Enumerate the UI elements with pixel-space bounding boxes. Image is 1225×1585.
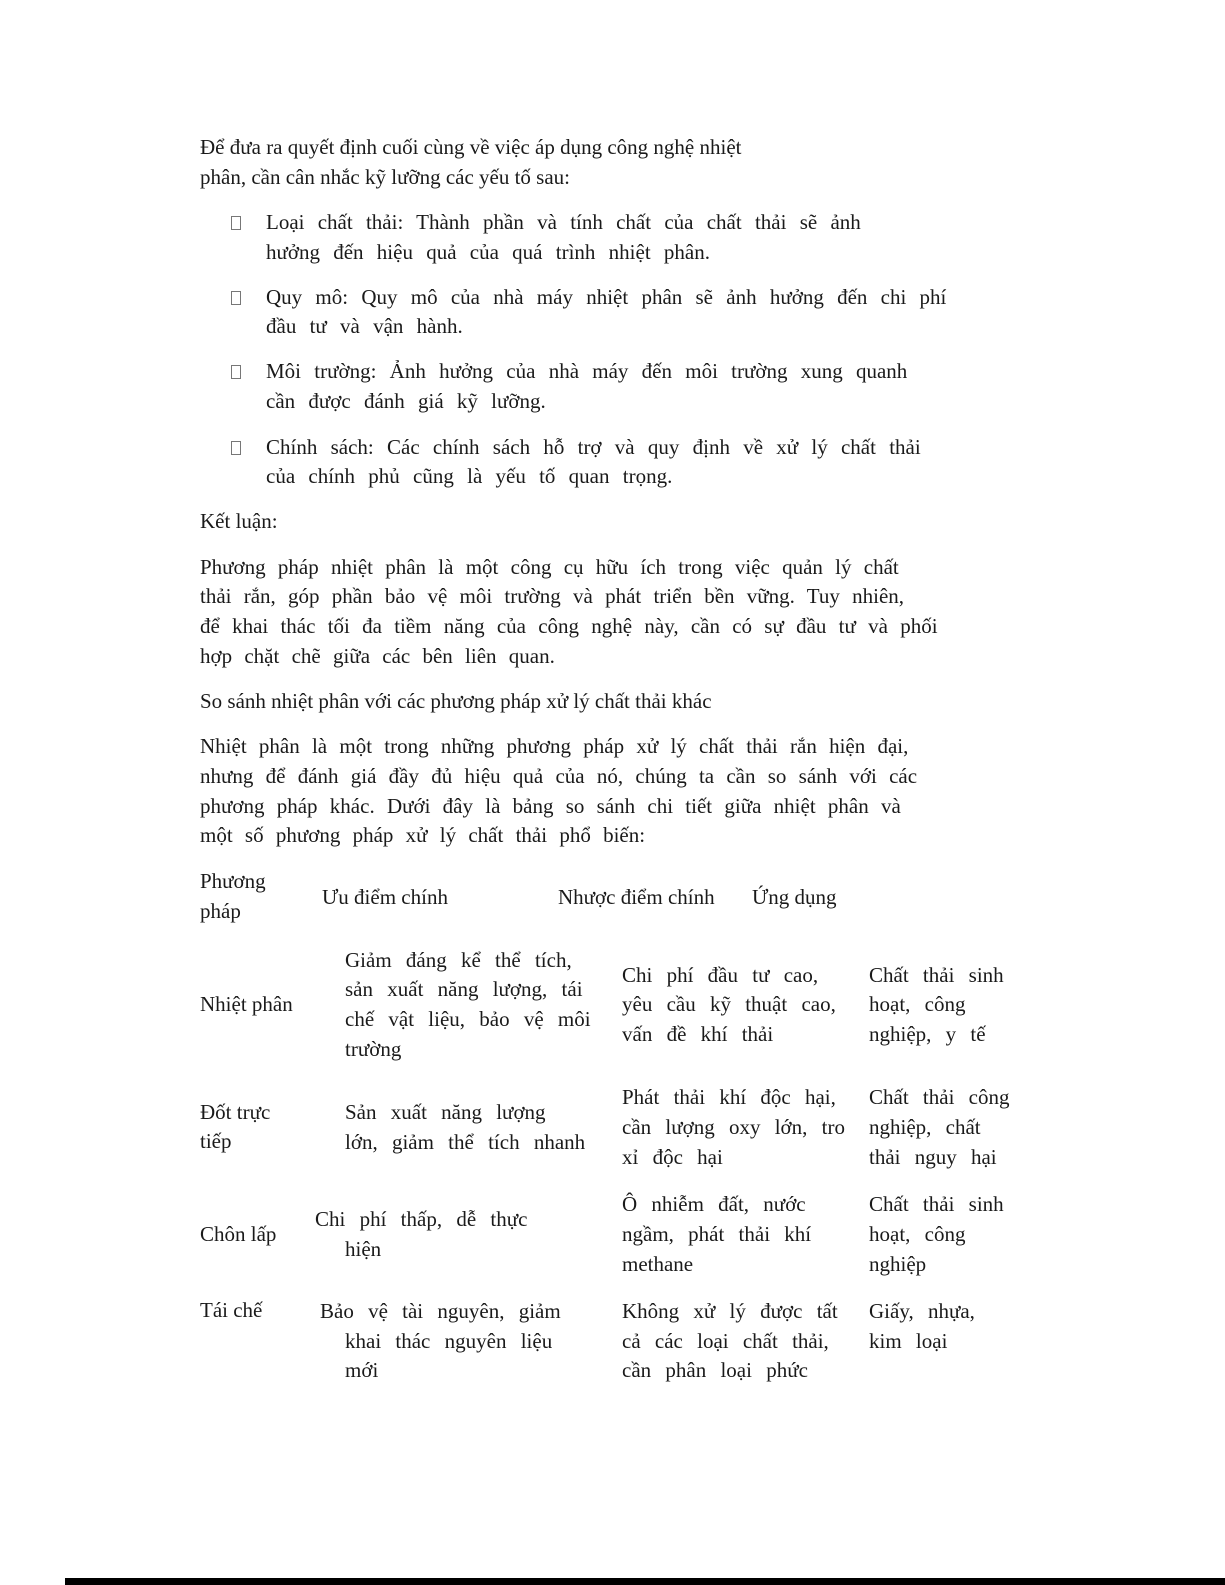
conclusion-line: để khai thác tối đa tiềm năng của công nghệ này, cần có sự đầu tư và phối bbox=[200, 614, 938, 638]
intro-line: phân, cần cân nhắc kỹ lưỡng các yếu tố sau: bbox=[200, 165, 571, 189]
cell-apps: nghiệp, y tế bbox=[869, 1022, 986, 1046]
cell-cons: yêu cầu kỹ thuật cao, bbox=[622, 992, 836, 1016]
cell-pros: trường bbox=[345, 1037, 402, 1061]
comparison-line: nhưng để đánh giá đầy đủ hiệu quả của nó, chúng ta cần so sánh với các bbox=[200, 764, 918, 788]
factor-line: Chính sách: Các chính sách hỗ trợ và quy định về xử lý chất thải bbox=[266, 435, 921, 459]
cell-method: Đốt trực bbox=[200, 1100, 271, 1124]
factor-line: cần được đánh giá kỹ lưỡng. bbox=[266, 389, 546, 413]
cell-cons: ngầm, phát thải khí bbox=[622, 1222, 812, 1246]
cell-cons: cần lượng oxy lớn, tro bbox=[622, 1115, 845, 1139]
cell-method: tiếp bbox=[200, 1129, 232, 1153]
cell-apps: nghiệp bbox=[869, 1252, 927, 1276]
cell-pros: mới bbox=[345, 1358, 379, 1382]
factor-line: Môi trường: Ảnh hưởng của nhà máy đến môi trường xung quanh bbox=[266, 359, 908, 383]
intro-line: Để đưa ra quyết định cuối cùng về việc áp dụng công nghệ nhiệt bbox=[200, 135, 742, 159]
cell-cons: Phát thải khí độc hại, bbox=[622, 1085, 836, 1109]
cell-method: Nhiệt phân bbox=[200, 992, 293, 1016]
bullet-icon bbox=[231, 365, 241, 379]
cell-apps: Chất thải sinh bbox=[869, 1192, 1004, 1216]
cell-apps: hoạt, công bbox=[869, 1222, 966, 1246]
cell-cons: vấn đề khí thải bbox=[622, 1022, 774, 1046]
cell-pros: Sản xuất năng lượng bbox=[345, 1100, 546, 1124]
conclusion-line: hợp chặt chẽ giữa các bên liên quan. bbox=[200, 644, 555, 668]
cell-cons: Không xử lý được tất bbox=[622, 1299, 838, 1323]
comparison-heading: So sánh nhiệt phân với các phương pháp xử lý chất thải khác bbox=[200, 689, 712, 713]
cell-pros: Giảm đáng kể thể tích, bbox=[345, 948, 572, 972]
comparison-line: phương pháp khác. Dưới đây là bảng so sánh chi tiết giữa nhiệt phân và bbox=[200, 794, 901, 818]
cell-apps: Chất thải sinh bbox=[869, 963, 1004, 987]
conclusion-line: thải rắn, góp phần bảo vệ môi trường và phát triển bền vững. Tuy nhiên, bbox=[200, 584, 905, 608]
cell-pros: Bảo vệ tài nguyên, giảm bbox=[320, 1299, 561, 1323]
header-pros: Ưu điểm chính bbox=[322, 885, 448, 909]
cell-apps: Giấy, nhựa, bbox=[869, 1299, 975, 1323]
cell-apps: hoạt, công bbox=[869, 992, 966, 1016]
factor-line: đầu tư và vận hành. bbox=[266, 314, 463, 338]
comparison-line: Nhiệt phân là một trong những phương pháp xử lý chất thải rắn hiện đại, bbox=[200, 734, 909, 758]
cell-cons: cả các loại chất thải, bbox=[622, 1329, 829, 1353]
header-method: pháp bbox=[200, 899, 241, 923]
cell-cons: methane bbox=[622, 1252, 694, 1276]
conclusion-line: Phương pháp nhiệt phân là một công cụ hữu ích trong việc quản lý chất bbox=[200, 555, 899, 579]
cell-cons: xỉ độc hại bbox=[622, 1145, 723, 1169]
cell-apps: thải nguy hại bbox=[869, 1145, 997, 1169]
conclusion-heading: Kết luận: bbox=[200, 509, 278, 533]
cell-pros: hiện bbox=[345, 1237, 382, 1261]
cell-apps: nghiệp, chất bbox=[869, 1115, 981, 1139]
cell-pros: chế vật liệu, bảo vệ môi bbox=[345, 1007, 591, 1031]
cell-method: Tái chế bbox=[200, 1298, 263, 1322]
page-bottom-rule bbox=[65, 1578, 1225, 1585]
cell-apps: Chất thải công bbox=[869, 1085, 1010, 1109]
header-cons: Nhược điểm chính bbox=[558, 885, 715, 909]
header-apps: Ứng dụng bbox=[752, 885, 837, 909]
cell-cons: Ô nhiễm đất, nước bbox=[622, 1192, 806, 1216]
cell-cons: Chi phí đầu tư cao, bbox=[622, 963, 819, 987]
header-method: Phương bbox=[200, 869, 266, 893]
cell-apps: kim loại bbox=[869, 1329, 948, 1353]
cell-method: Chôn lấp bbox=[200, 1222, 277, 1246]
factor-line: hưởng đến hiệu quả của quá trình nhiệt phân. bbox=[266, 240, 710, 264]
cell-cons: cần phân loại phức bbox=[622, 1358, 808, 1382]
cell-pros: sản xuất năng lượng, tái bbox=[345, 977, 583, 1001]
bullet-icon bbox=[231, 216, 241, 230]
factor-line: Loại chất thải: Thành phần và tính chất của chất thải sẽ ảnh bbox=[266, 210, 861, 234]
cell-pros: Chi phí thấp, dễ thực bbox=[315, 1207, 528, 1231]
bullet-icon bbox=[231, 291, 241, 305]
cell-pros: lớn, giảm thể tích nhanh bbox=[345, 1130, 586, 1154]
factor-line: của chính phủ cũng là yếu tố quan trọng. bbox=[266, 464, 673, 488]
cell-pros: khai thác nguyên liệu bbox=[345, 1329, 553, 1353]
comparison-line: một số phương pháp xử lý chất thải phổ biến: bbox=[200, 823, 646, 847]
bullet-icon bbox=[231, 441, 241, 455]
factor-line: Quy mô: Quy mô của nhà máy nhiệt phân sẽ ảnh hưởng đến chi phí bbox=[266, 285, 947, 309]
